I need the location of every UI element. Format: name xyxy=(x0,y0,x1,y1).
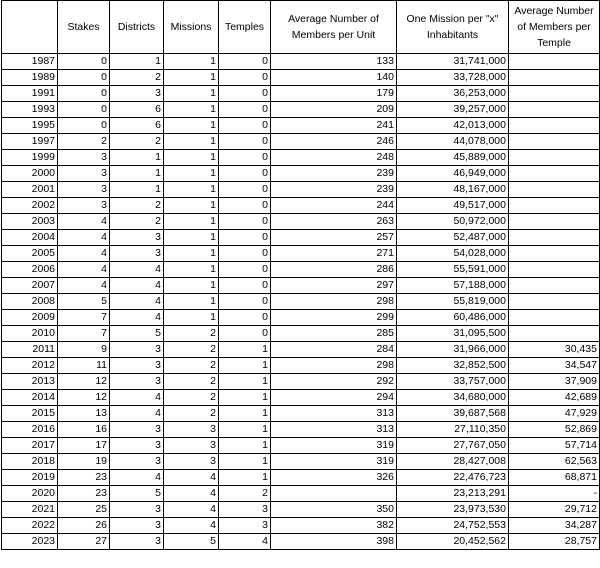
stakes-cell: 19 xyxy=(58,454,110,470)
header-avg-members-per-unit: Average Number of Members per Unit xyxy=(271,1,397,54)
stakes-cell: 2 xyxy=(58,134,110,150)
avg-members-per-temple-cell xyxy=(509,310,600,326)
avg-members-per-unit-cell: 350 xyxy=(271,502,397,518)
year-cell: 2021 xyxy=(2,502,58,518)
temples-cell: 1 xyxy=(219,390,271,406)
avg-members-per-temple-cell xyxy=(509,294,600,310)
districts-cell: 3 xyxy=(110,358,164,374)
temples-cell: 1 xyxy=(219,374,271,390)
year-cell: 2001 xyxy=(2,182,58,198)
missions-cell: 2 xyxy=(164,406,219,422)
avg-members-per-unit-cell: 140 xyxy=(271,70,397,86)
table-row xyxy=(2,358,600,374)
one-mission-per-x-cell: 31,741,000 xyxy=(397,54,509,70)
one-mission-per-x-cell: 54,028,000 xyxy=(397,246,509,262)
year-cell: 2014 xyxy=(2,390,58,406)
header-districts: Districts xyxy=(110,1,164,54)
missions-cell: 1 xyxy=(164,198,219,214)
year-cell: 2011 xyxy=(2,342,58,358)
header-stakes: Stakes xyxy=(58,1,110,54)
table-row xyxy=(2,278,600,294)
districts-cell: 4 xyxy=(110,470,164,486)
avg-members-per-unit-cell: 239 xyxy=(271,182,397,198)
avg-members-per-unit-cell: 319 xyxy=(271,438,397,454)
one-mission-per-x-cell: 33,757,000 xyxy=(397,374,509,390)
districts-cell: 1 xyxy=(110,150,164,166)
one-mission-per-x-cell: 24,752,553 xyxy=(397,518,509,534)
avg-members-per-unit-cell: 286 xyxy=(271,262,397,278)
one-mission-per-x-cell: 42,013,000 xyxy=(397,118,509,134)
one-mission-per-x-cell: 52,487,000 xyxy=(397,230,509,246)
temples-cell: 0 xyxy=(219,230,271,246)
one-mission-per-x-cell: 34,680,000 xyxy=(397,390,509,406)
avg-members-per-unit-cell: 239 xyxy=(271,166,397,182)
avg-members-per-temple-cell: 52,869 xyxy=(509,422,600,438)
table-row xyxy=(2,486,600,502)
one-mission-per-x-cell: 23,213,291 xyxy=(397,486,509,502)
avg-members-per-unit-cell: 326 xyxy=(271,470,397,486)
missions-cell: 1 xyxy=(164,182,219,198)
year-cell: 2008 xyxy=(2,294,58,310)
header-row xyxy=(2,1,600,54)
avg-members-per-unit-cell: 313 xyxy=(271,406,397,422)
one-mission-per-x-cell: 60,486,000 xyxy=(397,310,509,326)
stakes-cell: 13 xyxy=(58,406,110,422)
avg-members-per-unit-cell: 292 xyxy=(271,374,397,390)
table-row xyxy=(2,230,600,246)
districts-cell: 2 xyxy=(110,198,164,214)
one-mission-per-x-cell: 20,452,562 xyxy=(397,534,509,550)
stakes-cell: 0 xyxy=(58,70,110,86)
one-mission-per-x-cell: 22,476,723 xyxy=(397,470,509,486)
temples-cell: 0 xyxy=(219,70,271,86)
avg-members-per-unit-cell: 285 xyxy=(271,326,397,342)
temples-cell: 0 xyxy=(219,326,271,342)
stakes-cell: 3 xyxy=(58,166,110,182)
year-cell: 2020 xyxy=(2,486,58,502)
districts-cell: 5 xyxy=(110,486,164,502)
one-mission-per-x-cell: 36,253,000 xyxy=(397,86,509,102)
avg-members-per-unit-cell: 294 xyxy=(271,390,397,406)
avg-members-per-temple-cell xyxy=(509,278,600,294)
avg-members-per-temple-cell: 34,287 xyxy=(509,518,600,534)
temples-cell: 0 xyxy=(219,278,271,294)
table-row xyxy=(2,310,600,326)
avg-members-per-unit-cell: 382 xyxy=(271,518,397,534)
avg-members-per-temple-cell: - xyxy=(509,486,600,502)
year-cell: 2005 xyxy=(2,246,58,262)
missions-cell: 2 xyxy=(164,342,219,358)
districts-cell: 3 xyxy=(110,454,164,470)
avg-members-per-temple-cell xyxy=(509,214,600,230)
stakes-cell: 12 xyxy=(58,390,110,406)
avg-members-per-unit-cell: 313 xyxy=(271,422,397,438)
year-cell: 2009 xyxy=(2,310,58,326)
temples-cell: 1 xyxy=(219,470,271,486)
year-cell: 2000 xyxy=(2,166,58,182)
year-cell: 2017 xyxy=(2,438,58,454)
one-mission-per-x-cell: 46,949,000 xyxy=(397,166,509,182)
temples-cell: 1 xyxy=(219,422,271,438)
missions-cell: 2 xyxy=(164,358,219,374)
temples-cell: 0 xyxy=(219,294,271,310)
year-cell: 2019 xyxy=(2,470,58,486)
table-row xyxy=(2,214,600,230)
missions-cell: 1 xyxy=(164,118,219,134)
stakes-cell: 4 xyxy=(58,230,110,246)
districts-cell: 1 xyxy=(110,166,164,182)
avg-members-per-temple-cell xyxy=(509,230,600,246)
districts-cell: 3 xyxy=(110,86,164,102)
stakes-cell: 4 xyxy=(58,214,110,230)
avg-members-per-unit-cell: 298 xyxy=(271,294,397,310)
avg-members-per-unit-cell: 271 xyxy=(271,246,397,262)
avg-members-per-temple-cell xyxy=(509,182,600,198)
stakes-cell: 9 xyxy=(58,342,110,358)
avg-members-per-unit-cell: 263 xyxy=(271,214,397,230)
year-cell: 2022 xyxy=(2,518,58,534)
stakes-cell: 7 xyxy=(58,326,110,342)
districts-cell: 4 xyxy=(110,390,164,406)
temples-cell: 0 xyxy=(219,166,271,182)
header-temples: Temples xyxy=(219,1,271,54)
stakes-cell: 0 xyxy=(58,102,110,118)
avg-members-per-unit-cell: 257 xyxy=(271,230,397,246)
avg-members-per-temple-cell xyxy=(509,118,600,134)
stakes-cell: 11 xyxy=(58,358,110,374)
table-row xyxy=(2,326,600,342)
avg-members-per-unit-cell: 284 xyxy=(271,342,397,358)
table-row xyxy=(2,182,600,198)
table-row xyxy=(2,198,600,214)
table-row xyxy=(2,86,600,102)
stakes-cell: 4 xyxy=(58,262,110,278)
districts-cell: 4 xyxy=(110,278,164,294)
avg-members-per-temple-cell: 68,871 xyxy=(509,470,600,486)
districts-cell: 3 xyxy=(110,374,164,390)
year-cell: 2003 xyxy=(2,214,58,230)
missions-cell: 1 xyxy=(164,102,219,118)
table-row xyxy=(2,134,600,150)
missions-cell: 1 xyxy=(164,214,219,230)
one-mission-per-x-cell: 32,852,500 xyxy=(397,358,509,374)
temples-cell: 1 xyxy=(219,342,271,358)
table-row xyxy=(2,390,600,406)
one-mission-per-x-cell: 27,110,350 xyxy=(397,422,509,438)
year-cell: 1987 xyxy=(2,54,58,70)
missions-cell: 1 xyxy=(164,246,219,262)
one-mission-per-x-cell: 33,728,000 xyxy=(397,70,509,86)
table-row xyxy=(2,70,600,86)
avg-members-per-temple-cell xyxy=(509,150,600,166)
one-mission-per-x-cell: 45,889,000 xyxy=(397,150,509,166)
temples-cell: 1 xyxy=(219,438,271,454)
districts-cell: 6 xyxy=(110,102,164,118)
missions-cell: 1 xyxy=(164,278,219,294)
year-cell: 2023 xyxy=(2,534,58,550)
districts-cell: 5 xyxy=(110,326,164,342)
avg-members-per-unit-cell: 298 xyxy=(271,358,397,374)
missions-cell: 5 xyxy=(164,534,219,550)
avg-members-per-temple-cell xyxy=(509,326,600,342)
temples-cell: 0 xyxy=(219,150,271,166)
temples-cell: 0 xyxy=(219,86,271,102)
header-one-mission-per-x-inhabitants: One Mission per "x" Inhabitants xyxy=(397,1,509,54)
year-cell: 2004 xyxy=(2,230,58,246)
one-mission-per-x-cell: 31,095,500 xyxy=(397,326,509,342)
districts-cell: 3 xyxy=(110,342,164,358)
stakes-cell: 25 xyxy=(58,502,110,518)
avg-members-per-temple-cell: 28,757 xyxy=(509,534,600,550)
missions-cell: 3 xyxy=(164,438,219,454)
missions-cell: 4 xyxy=(164,486,219,502)
districts-cell: 4 xyxy=(110,294,164,310)
districts-cell: 3 xyxy=(110,518,164,534)
year-cell: 1997 xyxy=(2,134,58,150)
year-cell: 2007 xyxy=(2,278,58,294)
table-row xyxy=(2,502,600,518)
avg-members-per-unit-cell: 297 xyxy=(271,278,397,294)
header-year xyxy=(2,1,58,54)
statistics-table xyxy=(1,0,600,550)
table-row xyxy=(2,406,600,422)
avg-members-per-unit-cell: 319 xyxy=(271,454,397,470)
table-row xyxy=(2,118,600,134)
districts-cell: 3 xyxy=(110,422,164,438)
missions-cell: 1 xyxy=(164,230,219,246)
missions-cell: 3 xyxy=(164,422,219,438)
table-row xyxy=(2,518,600,534)
stakes-cell: 3 xyxy=(58,198,110,214)
districts-cell: 6 xyxy=(110,118,164,134)
header-missions: Missions xyxy=(164,1,219,54)
avg-members-per-temple-cell xyxy=(509,54,600,70)
temples-cell: 0 xyxy=(219,214,271,230)
temples-cell: 1 xyxy=(219,358,271,374)
missions-cell: 2 xyxy=(164,374,219,390)
stakes-cell: 16 xyxy=(58,422,110,438)
table-row xyxy=(2,374,600,390)
temples-cell: 3 xyxy=(219,502,271,518)
missions-cell: 1 xyxy=(164,86,219,102)
temples-cell: 0 xyxy=(219,54,271,70)
one-mission-per-x-cell: 55,591,000 xyxy=(397,262,509,278)
table-row xyxy=(2,246,600,262)
avg-members-per-temple-cell xyxy=(509,102,600,118)
header-avg-members-per-temple: Average Number of Members per Temple xyxy=(509,1,600,54)
year-cell: 2013 xyxy=(2,374,58,390)
table-row xyxy=(2,422,600,438)
missions-cell: 1 xyxy=(164,166,219,182)
avg-members-per-unit-cell: 209 xyxy=(271,102,397,118)
stakes-cell: 0 xyxy=(58,86,110,102)
districts-cell: 3 xyxy=(110,534,164,550)
one-mission-per-x-cell: 55,819,000 xyxy=(397,294,509,310)
one-mission-per-x-cell: 28,427,008 xyxy=(397,454,509,470)
missions-cell: 3 xyxy=(164,454,219,470)
stakes-cell: 5 xyxy=(58,294,110,310)
stakes-cell: 0 xyxy=(58,118,110,134)
temples-cell: 1 xyxy=(219,454,271,470)
missions-cell: 1 xyxy=(164,150,219,166)
avg-members-per-temple-cell xyxy=(509,134,600,150)
year-cell: 1993 xyxy=(2,102,58,118)
temples-cell: 0 xyxy=(219,102,271,118)
avg-members-per-temple-cell: 30,435 xyxy=(509,342,600,358)
temples-cell: 4 xyxy=(219,534,271,550)
stakes-cell: 26 xyxy=(58,518,110,534)
stakes-cell: 4 xyxy=(58,278,110,294)
districts-cell: 1 xyxy=(110,182,164,198)
stakes-cell: 4 xyxy=(58,246,110,262)
stakes-cell: 3 xyxy=(58,182,110,198)
table-row xyxy=(2,294,600,310)
avg-members-per-unit-cell: 246 xyxy=(271,134,397,150)
avg-members-per-unit-cell: 179 xyxy=(271,86,397,102)
avg-members-per-unit-cell: 398 xyxy=(271,534,397,550)
temples-cell: 0 xyxy=(219,134,271,150)
table-row xyxy=(2,150,600,166)
avg-members-per-temple-cell xyxy=(509,70,600,86)
missions-cell: 1 xyxy=(164,54,219,70)
stakes-cell: 3 xyxy=(58,150,110,166)
districts-cell: 3 xyxy=(110,246,164,262)
districts-cell: 2 xyxy=(110,134,164,150)
table-row xyxy=(2,438,600,454)
missions-cell: 1 xyxy=(164,262,219,278)
avg-members-per-temple-cell: 29,712 xyxy=(509,502,600,518)
table-row xyxy=(2,102,600,118)
avg-members-per-unit-cell: 241 xyxy=(271,118,397,134)
table-row xyxy=(2,454,600,470)
one-mission-per-x-cell: 50,972,000 xyxy=(397,214,509,230)
stakes-cell: 27 xyxy=(58,534,110,550)
year-cell: 1989 xyxy=(2,70,58,86)
districts-cell: 2 xyxy=(110,70,164,86)
year-cell: 2016 xyxy=(2,422,58,438)
avg-members-per-unit-cell: 133 xyxy=(271,54,397,70)
one-mission-per-x-cell: 31,966,000 xyxy=(397,342,509,358)
year-cell: 2018 xyxy=(2,454,58,470)
avg-members-per-temple-cell: 37,909 xyxy=(509,374,600,390)
table-body xyxy=(2,54,600,550)
table-row xyxy=(2,54,600,70)
missions-cell: 4 xyxy=(164,518,219,534)
avg-members-per-temple-cell: 42,689 xyxy=(509,390,600,406)
avg-members-per-temple-cell xyxy=(509,246,600,262)
table-row xyxy=(2,342,600,358)
districts-cell: 2 xyxy=(110,214,164,230)
districts-cell: 4 xyxy=(110,310,164,326)
missions-cell: 4 xyxy=(164,502,219,518)
temples-cell: 0 xyxy=(219,246,271,262)
missions-cell: 1 xyxy=(164,70,219,86)
avg-members-per-unit-cell: 244 xyxy=(271,198,397,214)
avg-members-per-temple-cell xyxy=(509,166,600,182)
avg-members-per-temple-cell xyxy=(509,198,600,214)
districts-cell: 4 xyxy=(110,262,164,278)
missions-cell: 1 xyxy=(164,294,219,310)
table-row xyxy=(2,262,600,278)
districts-cell: 3 xyxy=(110,230,164,246)
stakes-cell: 17 xyxy=(58,438,110,454)
stakes-cell: 7 xyxy=(58,310,110,326)
temples-cell: 0 xyxy=(219,198,271,214)
avg-members-per-unit-cell: 248 xyxy=(271,150,397,166)
stakes-cell: 23 xyxy=(58,486,110,502)
year-cell: 1995 xyxy=(2,118,58,134)
table-row xyxy=(2,166,600,182)
year-cell: 2002 xyxy=(2,198,58,214)
temples-cell: 3 xyxy=(219,518,271,534)
avg-members-per-temple-cell xyxy=(509,262,600,278)
year-cell: 1991 xyxy=(2,86,58,102)
year-cell: 2012 xyxy=(2,358,58,374)
districts-cell: 3 xyxy=(110,438,164,454)
one-mission-per-x-cell: 49,517,000 xyxy=(397,198,509,214)
avg-members-per-temple-cell: 34,547 xyxy=(509,358,600,374)
one-mission-per-x-cell: 27,767,050 xyxy=(397,438,509,454)
missions-cell: 2 xyxy=(164,390,219,406)
avg-members-per-temple-cell xyxy=(509,86,600,102)
avg-members-per-temple-cell: 62,563 xyxy=(509,454,600,470)
temples-cell: 0 xyxy=(219,262,271,278)
one-mission-per-x-cell: 44,078,000 xyxy=(397,134,509,150)
one-mission-per-x-cell: 23,973,530 xyxy=(397,502,509,518)
year-cell: 2006 xyxy=(2,262,58,278)
missions-cell: 1 xyxy=(164,134,219,150)
one-mission-per-x-cell: 39,257,000 xyxy=(397,102,509,118)
stakes-cell: 23 xyxy=(58,470,110,486)
year-cell: 2010 xyxy=(2,326,58,342)
table-row xyxy=(2,534,600,550)
avg-members-per-unit-cell xyxy=(271,486,397,502)
stakes-cell: 12 xyxy=(58,374,110,390)
districts-cell: 4 xyxy=(110,406,164,422)
temples-cell: 0 xyxy=(219,310,271,326)
temples-cell: 1 xyxy=(219,406,271,422)
missions-cell: 1 xyxy=(164,310,219,326)
year-cell: 1999 xyxy=(2,150,58,166)
temples-cell: 0 xyxy=(219,182,271,198)
table-row xyxy=(2,470,600,486)
temples-cell: 2 xyxy=(219,486,271,502)
missions-cell: 2 xyxy=(164,326,219,342)
one-mission-per-x-cell: 57,188,000 xyxy=(397,278,509,294)
districts-cell: 1 xyxy=(110,54,164,70)
one-mission-per-x-cell: 48,167,000 xyxy=(397,182,509,198)
districts-cell: 3 xyxy=(110,502,164,518)
avg-members-per-unit-cell: 299 xyxy=(271,310,397,326)
year-cell: 2015 xyxy=(2,406,58,422)
avg-members-per-temple-cell: 47,929 xyxy=(509,406,600,422)
avg-members-per-temple-cell: 57,714 xyxy=(509,438,600,454)
stakes-cell: 0 xyxy=(58,54,110,70)
missions-cell: 4 xyxy=(164,470,219,486)
temples-cell: 0 xyxy=(219,118,271,134)
one-mission-per-x-cell: 39,687,568 xyxy=(397,406,509,422)
